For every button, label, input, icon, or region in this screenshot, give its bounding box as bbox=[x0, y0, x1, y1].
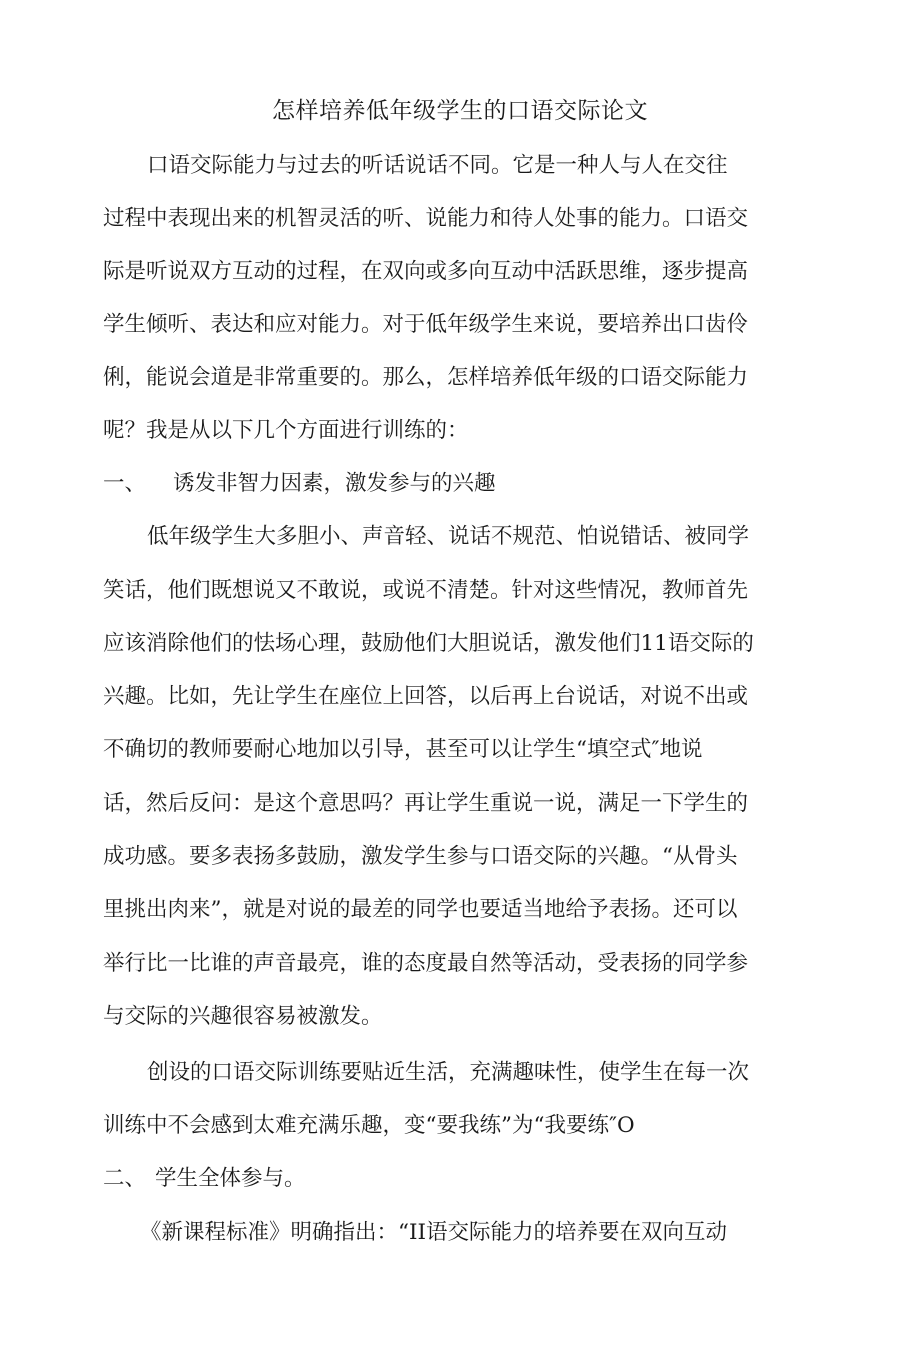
section2-title: 学生全体参与。 bbox=[155, 1166, 306, 1191]
section1-para1-line-5: 不确切的教师要耐心地加以引导，甚至可以让学生“填空式″地说 bbox=[103, 737, 703, 762]
section1-para2-line-2: 训练中不会感到太难充满乐趣，变“要我练”为“我要练″O bbox=[103, 1113, 635, 1138]
intro-line-5: 俐，能说会道是非常重要的。那么，怎样培养低年级的口语交际能力 bbox=[103, 365, 749, 390]
section1-para1-line-1: 低年级学生大多胆小、声音轻、说话不规范、怕说错话、被同学 bbox=[147, 524, 750, 549]
document-title: 怎样培养低年级学生的口语交际论文 bbox=[272, 98, 648, 124]
intro-line-2: 过程中表现出来的机智灵活的听、说能力和待人处事的能力。口语交 bbox=[103, 206, 749, 231]
intro-line-3: 际是听说双方互动的过程，在双向或多向互动中活跃思维，逐步提高 bbox=[103, 259, 749, 284]
section2-number: 二、 bbox=[103, 1166, 147, 1191]
section1-para1-line-8: 里挑出肉来”，就是对说的最差的同学也要适当地给予表扬。还可以 bbox=[103, 897, 738, 922]
section1-title: 诱发非智力因素，激发参与的兴趣 bbox=[173, 471, 496, 496]
section1-para1-line-2: 笑话，他们既想说又不敢说，或说不清楚。针对这些情况，教师首先 bbox=[103, 578, 749, 603]
section2-para1-line-1: 《新课程标准》明确指出：“II语交际能力的培养要在双向互动 bbox=[140, 1220, 727, 1245]
intro-line-4: 学生倾听、表达和应对能力。对于低年级学生来说，要培养出口齿伶 bbox=[103, 312, 749, 337]
section1-para1-line-3: 应该消除他们的怯场心理，鼓励他们大胆说话，激发他们11语交际的 bbox=[103, 631, 754, 656]
section1-para2-line-1: 创设的口语交际训练要贴近生活，充满趣味性，使学生在每一次 bbox=[147, 1060, 750, 1085]
intro-line-1: 口语交际能力与过去的听话说话不同。它是一种人与人在交往 bbox=[147, 153, 728, 178]
section1-para1-line-9: 举行比一比谁的声音最亮，谁的态度最自然等活动，受表扬的同学参 bbox=[103, 951, 749, 976]
section1-para1-line-6: 话，然后反问：是这个意思吗？再让学生重说一说，满足一下学生的 bbox=[103, 791, 749, 816]
intro-line-6: 呢？我是从以下几个方面进行训练的： bbox=[103, 418, 469, 443]
section1-para1-line-7: 成功感。要多表扬多鼓励，激发学生参与口语交际的兴趣。“从骨头 bbox=[103, 844, 738, 869]
section1-number: 一、 bbox=[103, 471, 147, 496]
section1-para1-line-10: 与交际的兴趣很容易被激发。 bbox=[103, 1004, 383, 1029]
section1-para1-line-4: 兴趣。比如，先让学生在座位上回答，以后再上台说话，对说不出或 bbox=[103, 684, 749, 709]
